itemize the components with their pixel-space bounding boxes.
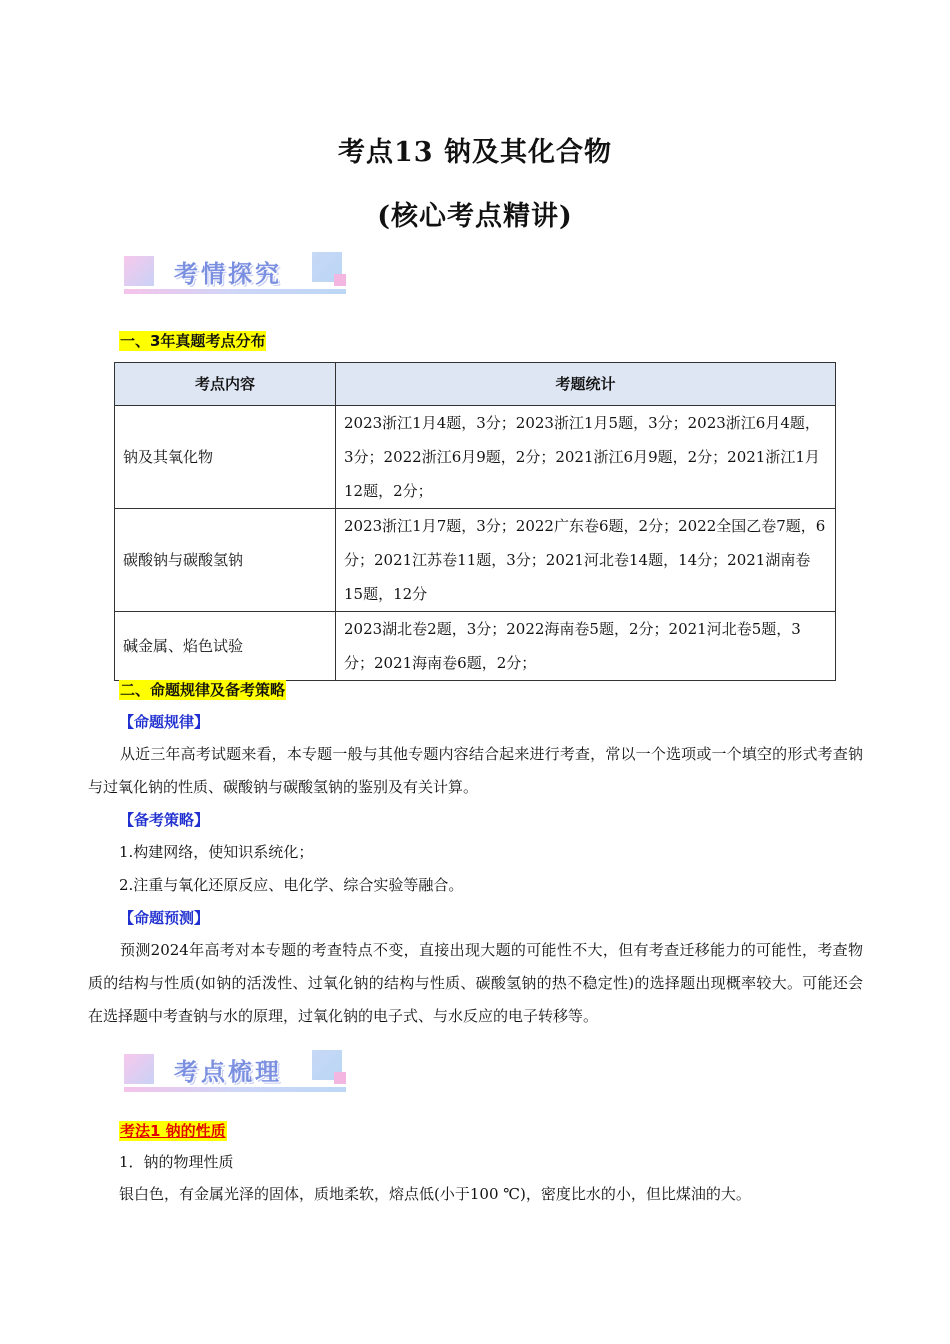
banner-underline — [124, 1087, 346, 1092]
page-subtitle: (核心考点精讲) — [377, 201, 573, 232]
section-banner-exam-analysis — [124, 252, 346, 296]
subheading-physical-properties: 1．钠的物理性质 — [119, 1153, 234, 1171]
label-forecast: 【命题预测】 — [119, 909, 210, 927]
banner-label: 考点梳理 — [174, 1058, 282, 1086]
section-heading-strategy: 二、命题规律及备考策略 — [120, 681, 286, 699]
strategy-item: 1.构建网络，使知识系统化； — [119, 843, 314, 861]
label-strategy: 【备考策略】 — [119, 811, 210, 829]
section-heading-exam-distribution: 一、3年真题考点分布 — [120, 332, 266, 350]
exam-stats-table — [114, 362, 836, 681]
table-cell-topic: 碱金属、焰色试验 — [115, 612, 336, 681]
table-row — [115, 406, 836, 509]
table-cell-stats: 2023湖北卷2题，3分；2022海南卷5题，2分；2021河北卷5题，3分；2021海南卷6题，2分； — [336, 612, 836, 681]
table-header-topic: 考点内容 — [115, 363, 336, 406]
banner-decoration-square — [334, 1072, 346, 1084]
strategy-item: 2.注重与氧化还原反应、电化学、综合实验等融合。 — [119, 876, 464, 894]
table-cell-stats: 2023浙江1月4题，3分；2023浙江1月5题，3分；2023浙江6月4题，3分；2022浙江6月9题，2分；2021浙江6月9题，2分；2021浙江1月12题，2分； — [336, 406, 836, 509]
table-cell-topic: 钠及其氧化物 — [115, 406, 336, 509]
table-cell-topic: 碳酸钠与碳酸氢钠 — [115, 509, 336, 612]
page-title: 考点13 钠及其化合物 — [338, 137, 612, 168]
banner-label: 考情探究 — [174, 260, 282, 288]
banner-decoration-square — [124, 256, 154, 286]
banner-decoration-square — [124, 1054, 154, 1084]
paragraph-forecast: 预测2024年高考对本专题的考查特点不变，直接出现大题的可能性不大，但有考查迁移能力的可能性，考查物质的结构与性质(如钠的活泼性、过氧化钠的结构与性质、碳酸氢钠的热不稳定性)的选择题出现概率较大。可能还会在选择题中考查钠与水的原理，过氧化钠的电子式、与水反应的电子转移等。 — [88, 941, 863, 1025]
paragraph-rule: 从近三年高考试题来看，本专题一般与其他专题内容结合起来进行考查，常以一个选项或一个填空的形式考查钠与过氧化钠的性质、碳酸钠与碳酸氢钠的鉴别及有关计算。 — [88, 745, 863, 796]
paragraph-physical-properties: 银白色，有金属光泽的固体，质地柔软，熔点低(小于100 ℃)，密度比水的小，但比煤油的大。 — [119, 1185, 751, 1203]
section-banner-key-points — [124, 1050, 346, 1094]
table-row — [115, 509, 836, 612]
table-row — [115, 612, 836, 681]
banner-decoration-square — [334, 274, 346, 286]
table-header-row — [115, 363, 836, 406]
label-rule: 【命题规律】 — [119, 713, 210, 731]
table-cell-stats: 2023浙江1月7题，3分；2022广东卷6题，2分；2022全国乙卷7题，6分；2021江苏卷11题，3分；2021河北卷14题，14分；2021湖南卷15题，12分 — [336, 509, 836, 612]
banner-underline — [124, 289, 346, 294]
table-header-stats: 考题统计 — [336, 363, 836, 406]
method-heading: 考法1 钠的性质 — [120, 1122, 226, 1140]
